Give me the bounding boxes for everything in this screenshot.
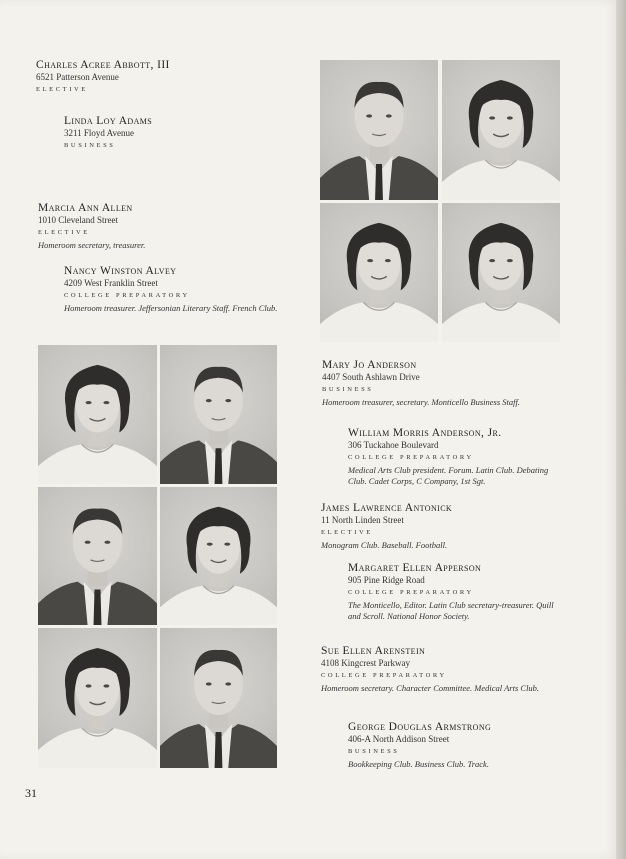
student-course: COLLEGE PREPARATORY bbox=[348, 454, 474, 461]
student-course: ELECTIVE bbox=[36, 86, 88, 93]
portrait-photo bbox=[38, 487, 157, 625]
student-entry bbox=[348, 562, 564, 621]
portrait-photo bbox=[320, 60, 438, 200]
student-name: Nancy Winston Alvey bbox=[64, 265, 177, 277]
male-suit-portrait-silhouette bbox=[38, 487, 157, 625]
student-course: BUSINESS bbox=[348, 748, 400, 755]
page-edge bbox=[616, 0, 626, 859]
female-portrait-silhouette bbox=[442, 203, 560, 342]
student-course: COLLEGE PREPARATORY bbox=[321, 672, 447, 679]
student-name: James Lawrence Antonick bbox=[321, 502, 453, 514]
student-course: BUSINESS bbox=[64, 142, 116, 149]
student-activities: Monogram Club. Baseball. Football. bbox=[321, 540, 448, 550]
page-number: 31 bbox=[25, 786, 37, 800]
female-portrait-silhouette bbox=[442, 60, 560, 200]
portrait-photo bbox=[160, 345, 277, 484]
student-entry bbox=[38, 202, 288, 251]
student-name: William Morris Anderson, Jr. bbox=[348, 427, 502, 439]
portrait-photo bbox=[160, 487, 277, 625]
student-address: 4407 South Ashlawn Drive bbox=[322, 372, 420, 382]
student-activities: Homeroom treasurer. Jeffersonian Literary Staff. French Club. bbox=[64, 303, 278, 313]
student-activities: The Monticello, Editor. Latin Club secretary-treasurer. Quill and Scroll. National Honor Society. bbox=[348, 600, 554, 621]
female-portrait-silhouette bbox=[38, 628, 157, 768]
student-name: Linda Loy Adams bbox=[64, 115, 153, 127]
female-portrait-silhouette bbox=[160, 487, 277, 625]
student-activities: Homeroom treasurer, secretary. Monticello Business Staff. bbox=[322, 397, 520, 407]
student-entry bbox=[321, 502, 561, 551]
student-entry bbox=[348, 427, 564, 486]
student-activities: Bookkeeping Club. Business Club. Track. bbox=[348, 759, 489, 769]
student-address: 4108 Kingcrest Parkway bbox=[321, 658, 410, 668]
student-entry bbox=[64, 115, 284, 151]
student-course: COLLEGE PREPARATORY bbox=[64, 292, 190, 299]
portrait-photo bbox=[160, 628, 277, 768]
student-course: ELECTIVE bbox=[38, 229, 90, 236]
student-name: Sue Ellen Arenstein bbox=[321, 645, 426, 657]
portrait-photo bbox=[38, 628, 157, 768]
student-address: 306 Tuckahoe Boulevard bbox=[348, 440, 439, 450]
student-course: ELECTIVE bbox=[321, 529, 373, 536]
student-address: 11 North Linden Street bbox=[321, 515, 404, 525]
student-entry bbox=[348, 721, 564, 770]
student-name: Margaret Ellen Apperson bbox=[348, 562, 482, 574]
student-course: BUSINESS bbox=[322, 386, 374, 393]
portrait-photo bbox=[38, 345, 157, 484]
student-entry bbox=[322, 359, 542, 408]
student-address: 3211 Floyd Avenue bbox=[64, 128, 134, 138]
student-course: COLLEGE PREPARATORY bbox=[348, 589, 474, 596]
male-suit-portrait-silhouette bbox=[320, 60, 438, 200]
male-suit-portrait-silhouette bbox=[160, 628, 277, 768]
student-activities: Medical Arts Club president. Forum. Latin Club. Debating Club. Cadet Corps, C Company, 1st Sgt. bbox=[348, 465, 549, 486]
student-address: 4209 West Franklin Street bbox=[64, 278, 158, 288]
student-address: 406-A North Addison Street bbox=[348, 734, 450, 744]
student-entry bbox=[321, 645, 541, 694]
student-address: 1010 Cleveland Street bbox=[38, 215, 118, 225]
student-name: Marcia Ann Allen bbox=[38, 202, 133, 214]
student-activities: Homeroom secretary. Character Committee. Medical Arts Club. bbox=[321, 683, 540, 693]
portrait-photo bbox=[442, 203, 560, 342]
portrait-photo bbox=[320, 203, 438, 342]
student-entry bbox=[64, 265, 282, 314]
student-name: Mary Jo Anderson bbox=[322, 359, 417, 371]
male-suit-portrait-silhouette bbox=[160, 345, 277, 484]
portrait-photo bbox=[442, 60, 560, 200]
student-name: George Douglas Armstrong bbox=[348, 721, 492, 733]
female-portrait-silhouette bbox=[320, 203, 438, 342]
student-address: 905 Pine Ridge Road bbox=[348, 575, 425, 585]
student-entry bbox=[36, 59, 286, 95]
student-name: Charles Acree Abbott, III bbox=[36, 59, 170, 71]
student-address: 6521 Patterson Avenue bbox=[36, 72, 119, 82]
student-activities: Homeroom secretary, treasurer. bbox=[38, 240, 146, 250]
female-portrait-silhouette bbox=[38, 345, 157, 484]
